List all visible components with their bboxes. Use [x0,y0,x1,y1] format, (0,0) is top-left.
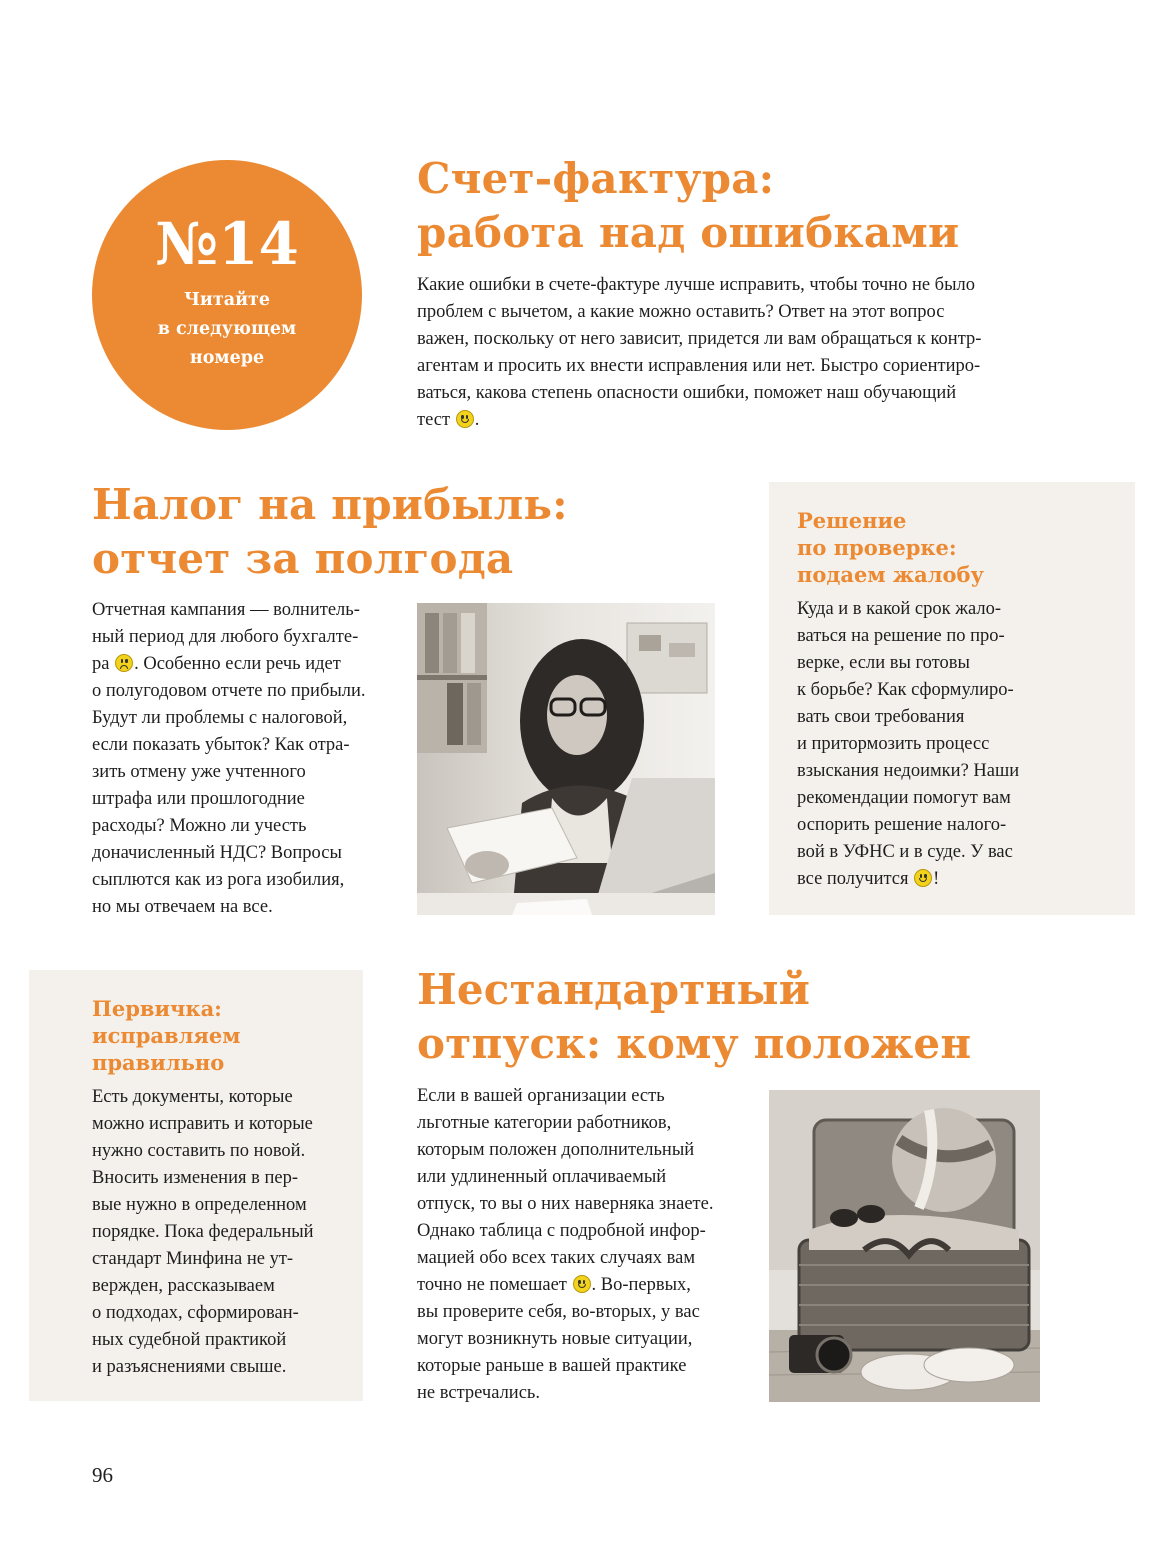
photo-accountant-illustration [417,603,715,915]
smiley-happy-icon [573,1275,591,1293]
photo-suitcase-illustration [769,1090,1040,1402]
issue-number: №14 [155,210,299,278]
article-title-profit-tax: Налог на прибыль: отчет за полгода [92,480,568,583]
box-title-complaint: Решение по проверке: подаем жалобу [797,508,984,587]
smiley-happy-icon [456,410,474,428]
smiley-sad-icon [115,654,133,672]
box-title-primary-docs: Первичка: исправляем правильно [92,996,241,1075]
page-number: 96 [92,1463,113,1487]
issue-badge [92,160,362,430]
article-title-invoice: Счет-фактура: работа над ошибками [417,154,960,257]
photo-accountant [417,603,715,915]
article-text-vacation: Если в вашей организации есть льготные категории работников, которым положен дополнительный или удлиненный оплачиваемый отпуск, то вы о них наверняка знаете. Однако таблица с подробной инфор- мацией обо всех таких случаях вам точно не помешает . Во-первых, вы проверите себя, во-вторых, у вас могут возникнуть новые ситуации, которые раньше в вашей практике не встречались. [417,1086,714,1403]
box-text-primary-docs: Есть документы, которые можно исправить и которые нужно составить по новой. Вносить изменения в пер- вые нужно в определенном порядке. Пока федеральный стандарт Минфина не ут- вержден, рассказываем о подходах, сформирован- ных судебной практикой и разъяснениями свыше. [92,1087,314,1377]
article-title-vacation: Нестандартный отпуск: кому положен [417,965,972,1068]
issue-subtitle: Читайте в следующем номере [157,290,297,368]
article-text-profit-tax: Отчетная кампания — волнитель- ный период для любого бухгалте- ра . Особенно если речь идет о полугодовом отчете по прибыли. Будут ли проблемы с налоговой, если показать убыток? Как отра- зить отмену уже учтенного штрафа или прошлогодние расходы? Можно ли учесть доначисленный НДС? Вопросы сыплются как из рога изобилия, но мы отвечаем на все. [92,600,366,917]
article-text-invoice: Какие ошибки в счете-фактуре лучше исправить, чтобы точно не было проблем с вычетом, а какие можно оставить? Ответ на этот вопрос важен, поскольку от него зависит, придется ли вам обращаться к контр- агентам и просить их внести исправления или нет. Быстро сориентиро- ваться, какова степень опасности ошибки, поможет наш обучающий тест . [417,275,982,430]
sidebar-box-complaint [769,482,1135,915]
box-text-complaint: Куда и в какой срок жало- ваться на решение по про- верке, если вы готовы к борьбе? Как сформулиро- вать свои требования и притормозить процесс взыскания недоимки? Наши рекомендации помогут вам оспорить решение налого- вой в УФНС и в суде. У вас все получится ! [797,599,1020,889]
sidebar-box-primary-docs [29,970,363,1401]
photo-suitcase [769,1090,1040,1402]
smiley-happy-icon [914,869,932,887]
